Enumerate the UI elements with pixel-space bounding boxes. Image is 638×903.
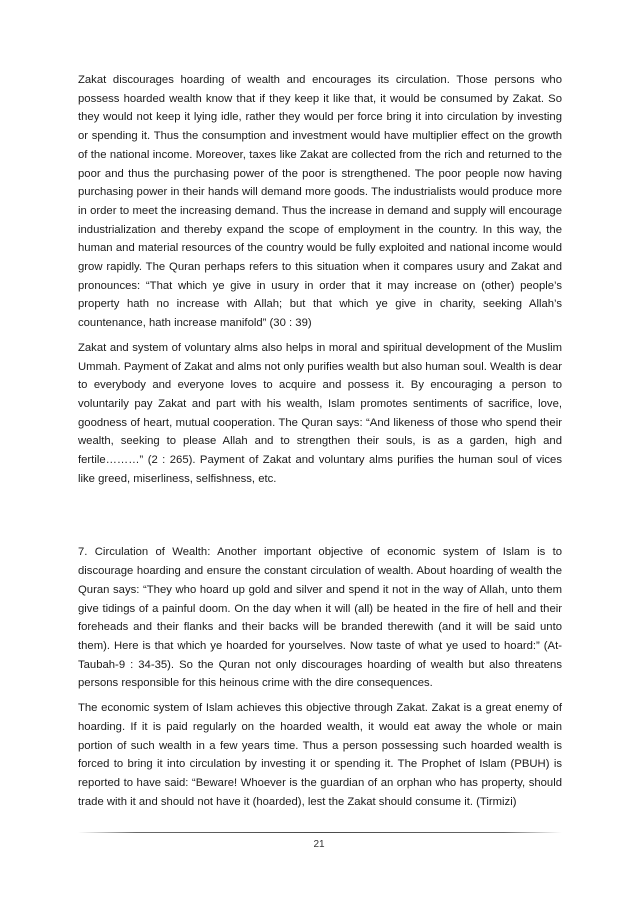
page-number: 21 [313, 839, 325, 850]
paragraph-moral-development: Zakat and system of voluntary alms also helps in moral and spiritual development of the Muslim Ummah. Payment of Zakat and alms not only purifies wealth but also human soul. Wealth is dear to everybody and everyone loves to acquire and possess it. By encouraging a person to voluntarily pay Zakat and part with his wealth, Islam promotes sentiments of sacrifice, love, goodness of heart, mutual cooperation. The Quran says: “And likeness of those who spend their wealth, seeking to please Allah and to strengthen their souls, is as a garden, high and fertile………” (2 : 265). Payment of Zakat and voluntary alms purifies the human soul of vices like greed, miserliness, selfishness, etc. [78, 341, 562, 485]
paragraph-zakat-circulation: Zakat discourages hoarding of wealth and encourages its circulation. Those persons who possess hoarded wealth know that if they keep it like that, it would be consumed by Zakat. So they would not keep it lying idle, rather they would per force bring it into circulation by investing or spending it. Thus the consumption and investment would have multiplier effect on the growth of the national income. Moreover, taxes like Zakat are collected from the rich and returned to the poor and thus the purchasing power of the poor is strengthened. The poor people now having purchasing power in their hands will demand more goods. The industrialists would produce more in order to meet the increasing demand. Thus the increase in demand and supply will encourage industrialization and thereby expand the scope of employment in the country. In this way, the human and material resources of the country would be fully exploited and national income would grow rapidly. The Quran perhaps refers to this situation when it compares usury and Zakat and pronounces: “That which ye give in usury in order that it may increase on (other) people’s property hath no increase with Allah; but that which ye give in charity, seeking Allah’s countenance, hath increase manifold” (30 : 39) [78, 74, 562, 330]
page-body [78, 71, 562, 811]
footer-divider [78, 832, 562, 833]
paragraph-zakat-enemy-of-hoarding: The economic system of Islam achieves this objective through Zakat. Zakat is a great enemy of hoarding. If it is paid regularly on the hoarded wealth, it would eat away the whole or main portion of such wealth in a few years time. Thus a person possessing such hoarded wealth is forced to bring it into circulation by investing it or spending it. The Prophet of Islam (PBUH) is reported to have said: “Beware! Whoever is the guardian of an orphan who has property, should trade with it and should not have it (hoarded), lest the Zakat should consume it. (Tirmizi) [78, 702, 562, 808]
paragraph-circulation-of-wealth: 7. Circulation of Wealth: Another important objective of economic system of Islam is to discourage hoarding and ensure the constant circulation of wealth. About hoarding of wealth the Quran says: “They who hoard up gold and silver and spend it not in the way of Allah, unto them give tidings of a painful doom. On the day when it will (all) be heated in the fire of hell and their foreheads and their flanks and their backs will be branded therewith (and it will be said unto them). Here is that which ye hoarded for yourselves. Now taste of what ye used to hoard:” (At-Taubah-9 : 34-35). So the Quran not only discourages hoarding of wealth but also threatens persons responsible for this heinous crime with the dire consequences. [78, 546, 562, 690]
